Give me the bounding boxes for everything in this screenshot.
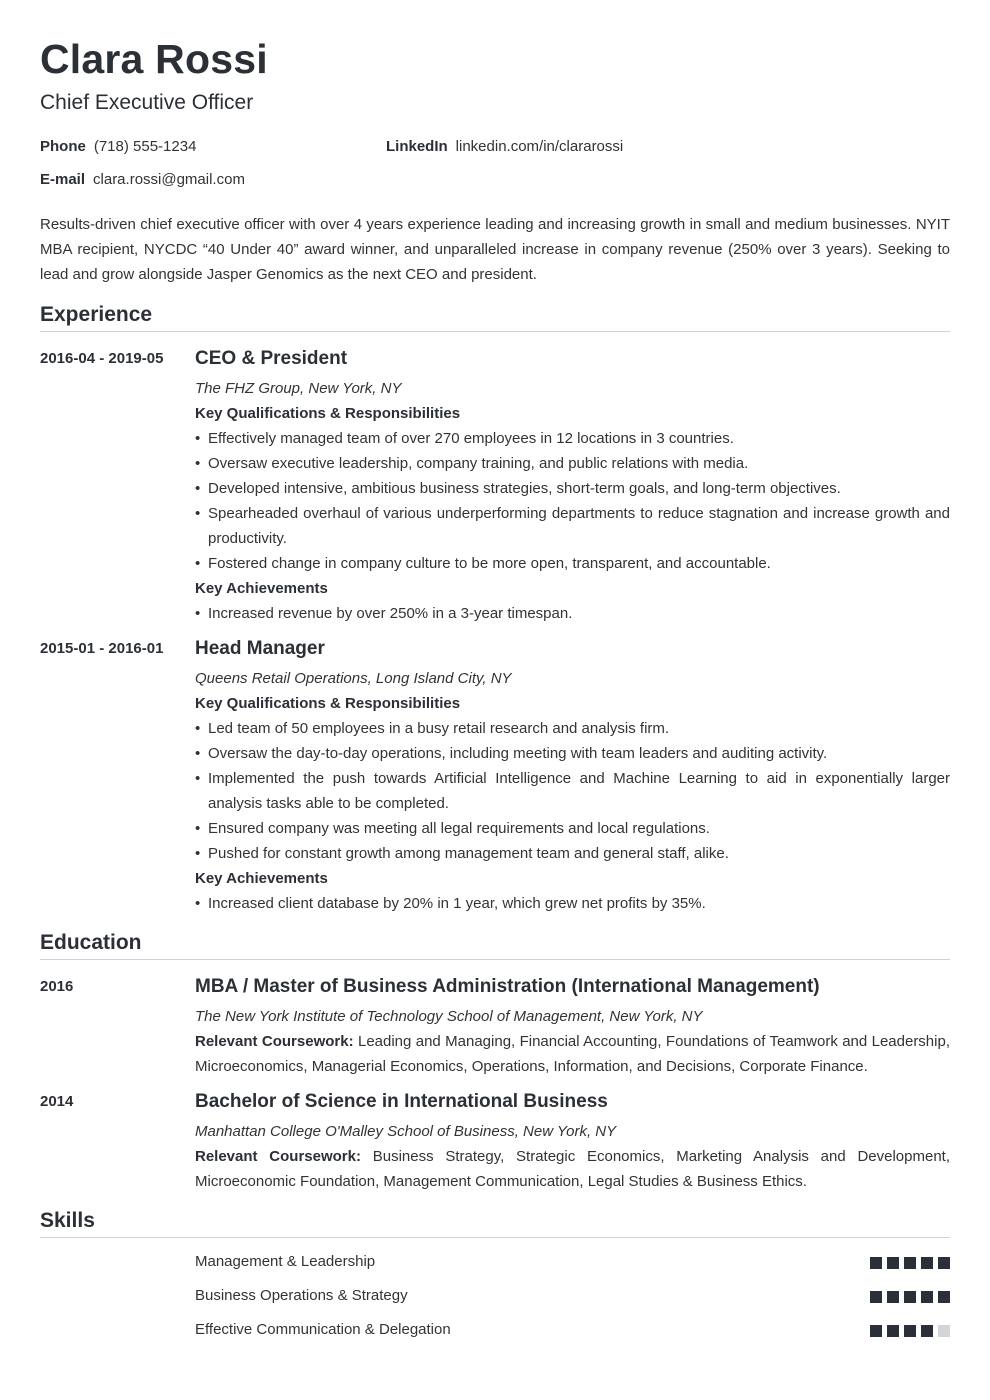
degree-title: Bachelor of Science in International Business xyxy=(195,1091,608,1112)
achievements-list xyxy=(195,601,950,626)
contact-linkedin xyxy=(386,138,623,155)
skill-dot-filled xyxy=(887,1325,899,1337)
skill-dot-filled xyxy=(938,1291,950,1303)
email-label: E-mail xyxy=(40,171,86,188)
skill-dot-empty xyxy=(938,1325,950,1337)
candidate-name: Clara Rossi xyxy=(40,36,268,82)
linkedin-label: LinkedIn xyxy=(386,138,448,155)
job-body xyxy=(195,347,950,626)
coursework-label: Relevant Coursework: xyxy=(195,1033,354,1050)
linkedin-value[interactable]: linkedin.com/in/clararossi xyxy=(455,138,624,155)
skill-dot-filled xyxy=(887,1291,899,1303)
skill-dot-filled xyxy=(938,1257,950,1269)
job-company: The FHZ Group, New York, NY xyxy=(195,380,402,397)
coursework xyxy=(195,1144,950,1194)
skill-name: Management & Leadership xyxy=(195,1253,376,1270)
job-title: CEO & President xyxy=(195,348,348,369)
responsibilities-list xyxy=(195,426,950,576)
skill-name: Effective Communication & Delegation xyxy=(195,1321,451,1338)
skill-dot-filled xyxy=(870,1291,882,1303)
degree-title: MBA / Master of Business Administration (International Management) xyxy=(195,976,820,997)
skill-name: Business Operations & Strategy xyxy=(195,1287,408,1304)
list-item: • Increased client database by 20% in 1 year, which grew net profits by 35%. xyxy=(195,891,950,916)
education-body xyxy=(195,1090,950,1194)
contact-email xyxy=(40,171,245,188)
achievements-list xyxy=(195,891,950,916)
skill-dot-filled xyxy=(904,1257,916,1269)
coursework-text: Business Strategy, Strategic Economics, Marketing Analysis and Development, Microeconomic Foundation, Management Communication, Legal Studies & Business Ethics. xyxy=(195,1148,950,1190)
achievements-heading: Key Achievements xyxy=(195,580,328,597)
skill-dot-filled xyxy=(921,1325,933,1337)
education-heading: Education xyxy=(40,931,950,960)
list-item: • Spearheaded overhaul of various underperforming departments to reduce stagnation and increase growth and productivity. xyxy=(195,501,950,551)
school-name: Manhattan College O'Malley School of Business, New York, NY xyxy=(195,1123,617,1140)
education-body xyxy=(195,975,950,1079)
list-item: • Oversaw the day-to-day operations, including meeting with team leaders and auditing activity. xyxy=(195,741,950,766)
list-item: • Pushed for constant growth among management team and general staff, alike. xyxy=(195,841,950,866)
education-date: 2016 xyxy=(40,978,74,995)
job-date: 2015-01 - 2016-01 xyxy=(40,640,164,657)
list-item: • Developed intensive, ambitious business strategies, short-term goals, and long-term objectives. xyxy=(195,476,950,501)
phone-value: (718) 555-1234 xyxy=(93,138,197,155)
list-item: • Fostered change in company culture to be more open, transparent, and accountable. xyxy=(195,551,950,576)
coursework-label: Relevant Coursework: xyxy=(195,1148,361,1165)
contact-phone xyxy=(40,138,196,155)
list-item: • Increased revenue by over 250% in a 3-year timespan. xyxy=(195,601,950,626)
skill-dot-filled xyxy=(887,1257,899,1269)
list-item: • Led team of 50 employees in a busy retail research and analysis firm. xyxy=(195,716,950,741)
qualifications-heading: Key Qualifications & Responsibilities xyxy=(195,695,461,712)
list-item: • Oversaw executive leadership, company training, and public relations with media. xyxy=(195,451,950,476)
skills-heading: Skills xyxy=(40,1209,950,1238)
skill-row xyxy=(195,1321,950,1341)
list-item: • Implemented the push towards Artificial Intelligence and Machine Learning to aid in exponentially larger analysis tasks able to be completed. xyxy=(195,766,950,816)
profile-summary: Results-driven chief executive officer with over 4 years experience leading and increasing growth in small and medium businesses. NYIT MBA recipient, NYCDC “40 Under 40” award winner, and unparalleled increase in company revenue (250% over 3 years). Seeking to lead and grow alongside Jasper Genomics as the next CEO and president. xyxy=(40,216,950,283)
skill-dot-filled xyxy=(921,1291,933,1303)
skill-level-dots xyxy=(870,1257,950,1269)
education-date: 2014 xyxy=(40,1093,74,1110)
candidate-title: Chief Executive Officer xyxy=(40,91,254,114)
coursework xyxy=(195,1029,950,1079)
skill-level-dots xyxy=(870,1291,950,1303)
achievements-heading: Key Achievements xyxy=(195,870,328,887)
skill-dot-filled xyxy=(921,1257,933,1269)
skill-dot-filled xyxy=(870,1325,882,1337)
job-title: Head Manager xyxy=(195,638,325,659)
skill-row xyxy=(195,1287,950,1307)
experience-heading: Experience xyxy=(40,303,950,332)
skill-row xyxy=(195,1253,950,1273)
skill-level-dots xyxy=(870,1325,950,1337)
phone-label: Phone xyxy=(40,138,86,155)
qualifications-heading: Key Qualifications & Responsibilities xyxy=(195,405,461,422)
school-name: The New York Institute of Technology School of Management, New York, NY xyxy=(195,1008,703,1025)
job-company: Queens Retail Operations, Long Island City, NY xyxy=(195,670,512,687)
responsibilities-list xyxy=(195,716,950,866)
coursework-text: Leading and Managing, Financial Accounting, Foundations of Teamwork and Leadership, Microeconomics, Managerial Economics, Operations, Information, and Decisions, Corporate Finance. xyxy=(195,1033,950,1075)
list-item: • Effectively managed team of over 270 employees in 12 locations in 3 countries. xyxy=(195,426,950,451)
email-value[interactable]: clara.rossi@gmail.com xyxy=(93,171,245,188)
skill-dot-filled xyxy=(870,1257,882,1269)
skill-dot-filled xyxy=(904,1325,916,1337)
job-body xyxy=(195,637,950,916)
job-date: 2016-04 - 2019-05 xyxy=(40,350,164,367)
list-item: • Ensured company was meeting all legal requirements and local regulations. xyxy=(195,816,950,841)
skill-dot-filled xyxy=(904,1291,916,1303)
